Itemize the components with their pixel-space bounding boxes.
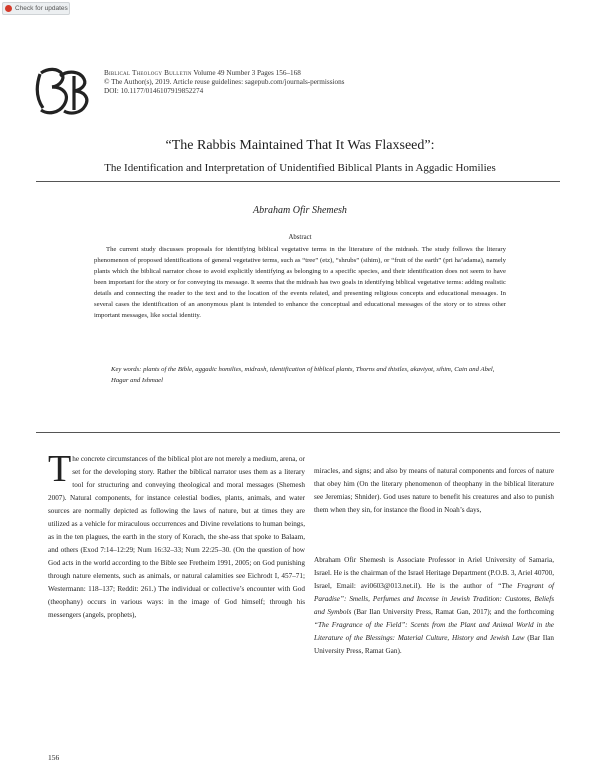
check-for-updates-badge[interactable]: [2, 2, 70, 15]
bio-intro: Abraham Ofir Shemesh is Associate Professor in Ariel University of Samaria, Israel. He is the chairman of the Israel Heritage Department (P.O.B. 3, Ariel 40700, Israel, Email: avi0603@013.net.il). He is the author of: [314, 556, 554, 591]
journal-doi[interactable]: DOI: 10.1177/0146107919852274: [104, 87, 204, 95]
body-right-column: miracles, and signs; and also by means of natural components and forces of nature that obey him (On the literary phenomenon of theophany in the biblical literature see Jeremias; Shnider). God uses nature to benefit his creatures and also to punish them when they sin, for instance the flood in Noah’s days,: [314, 467, 554, 515]
bio-end: (Bar Ilan University Press, Ramat Gan).: [314, 634, 554, 656]
author-bio: [314, 554, 554, 658]
update-dot-icon: [5, 5, 12, 12]
body-left-text: he concrete circumstances of the biblical plot are not merely a medium, arena, or set for the developing story. Rather the biblical narrator uses them as a literary tool for structuring and conveying theological and moral messages (Shemesh 2007). Natural components, for instance celestial bodies, plants, animals, and water sources are normally depicted as following the laws of nature, but at times they are utilized as a vehicle for miraculous occurrences and Divine revelations to human beings, as in the ten plagues, the earth in the story of Korach, the she-ass that spoke to Balaam, and others (Exod 7:14–12:29; Num 16:32–33; Num 22:25–30. (On the question of how God acts in the world according to the Bible see Fretheim 1991, 2005; on God punishing through nature elements, such as animals, or natural calamities see Eichrodt I, 457–71; Westermann: 118–137; Reddit: 261.) The individual or collective’s encounter with God (theophany) occurs in various ways: in the image of God himself; through his messengers (angels, prophets),: [48, 455, 305, 620]
journal-logo-icon: [34, 64, 94, 118]
abstract-text: [94, 244, 506, 321]
journal-volume: Volume 49 Number 3 Pages 156–168: [193, 69, 301, 77]
keywords-list: plants of the Bible, aggadic homilies, midrash, identification of biblical plants, Thorns and thistles, akaviyot, sihim, Cain and Abel, Hagar and Ishmael: [111, 366, 495, 384]
title-rule: [36, 181, 560, 182]
abstract-heading: Abstract: [288, 234, 312, 241]
page-number: 156: [48, 753, 60, 762]
bio-book-2: “The Fragrance of the Field”: Scents from the Plant and Animal World in the Literature of the Blessings: Material Culture, History and Jewish Law: [314, 621, 554, 643]
article-author: Abraham Ofir Shemesh: [253, 205, 347, 216]
journal-name: Biblical Theology Bulletin: [104, 69, 192, 77]
bio-mid: (Bar Ilan University Press, Ramat Gan, 2017); and the forthcoming: [351, 608, 554, 617]
abstract-paragraph: The current study discusses proposals for identifying biblical vegetative terms in the literature of the midrash. The study follows the literary phenomenon of proposed identifications of general vegetative terms, such as “tree” (etz), “shrubs” (sihim), or “fruit of the earth” (pri ha’adama), namely plants which the biblical narrator chose to avoid explicitly identifying as belonging to a specific species, and their identification does not seem to have been important for the story or for conveying its message. It seems that the midrash has two goals in identifying biblical vegetative terms: adding realistic details and connecting the reader to the text and to the location of the events related, and presenting religious concepts and educational messages. In several cases the identification of an anonymous plant is intended to enhance the conceptual and educational messages of the story or to stress other important messages, like social identity.: [94, 246, 506, 320]
body-left-column: [48, 448, 305, 622]
keywords-label: Key words:: [111, 366, 142, 373]
article-title: “The Rabbis Maintained That It Was Flaxseed”:: [165, 138, 435, 153]
abstract-rule: [36, 432, 560, 433]
keywords: [111, 364, 509, 386]
journal-header: [104, 69, 344, 96]
journal-copyright: © The Author(s), 2019. Article reuse guidelines: sagepub.com/journals-permissions: [104, 78, 345, 86]
badge-label: Check for updates: [15, 5, 68, 12]
drop-cap: T: [48, 448, 72, 490]
article-subtitle: The Identification and Interpretation of Unidentified Biblical Plants in Aggadic Homilies: [104, 162, 496, 174]
bio-book-1: “The Fragrant of Paradise”: Smells, Perfumes and Incense in Jewish Tradition: Customs, Beliefs and Symbols: [314, 582, 554, 617]
